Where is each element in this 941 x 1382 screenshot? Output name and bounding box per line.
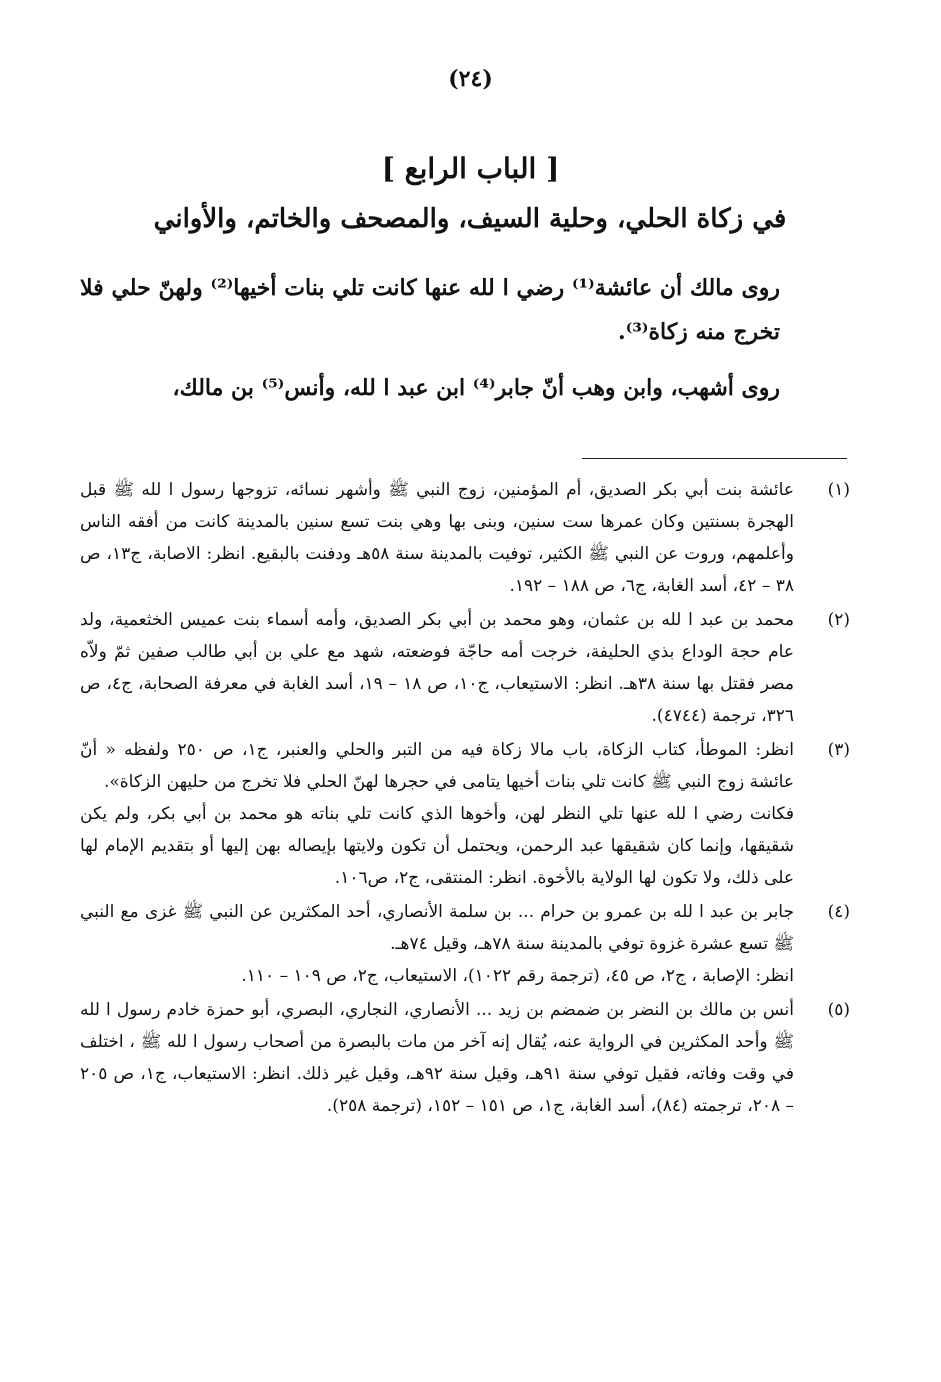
footnote-text: عائشة بنت أبي بكر الصديق، أم المؤمنين، زوج النبي ﷺ وأشهر نسائه، تزوجها رسول ا لله ﷺ قبل الهجرة بسنتين وكان عمرها ست سنين، وبنى بها وهي بنت تسع سنين بالمدينة كانت من أفقه الناس وأعلمهم، وروت عن النبي ﷺ الكثير، توفيت بالمدينة سنة ٥٨هـ ودفنت بالبقيع. انظر: الاصابة، ج١٣، ص ٣٨ – ٤٢، أسد الغابة، ج٦، ص ١٨٨ – ١٩٢. [80, 480, 794, 596]
footnote-5 [80, 994, 850, 1122]
footnote-number: (١) [827, 480, 850, 500]
footnote-number: (٥) [827, 1000, 850, 1020]
footnote-text: انظر: الموطأ، كتاب الزكاة، باب مالا زكاة فيه من التبر والحلي والعنبر، ج١، ص ٢٥٠ ولفظه « أنّ عائشة زوج النبي ﷺ كانت تلي بنات أخيها يتامى في حجرها لهنّ الحلي فلا تخرج من حليهن الزكاة». [80, 740, 794, 792]
chapter-subtitle: في زكاة الحلي، وحلية السيف، والمصحف والخاتم، والأواني [153, 204, 787, 234]
page-number: (٢٤) [448, 66, 493, 92]
footnote-text: أنس بن مالك بن النضر بن ضمضم بن زيد ... الأنصاري، النجاري، البصري، أبو حمزة خادم رسول ا لله ﷺ وأحد المكثرين في الرواية عنه، يُقال إنه آخر من مات بالبصرة من أصحاب رسول ا لله ﷺ ، اختلف في وقت وفاته، فقيل توفي سنة ٩١هـ، وقيل سنة ٩٢هـ، وقيل غير ذلك. انظر: الاستيعاب، ج١، ص ٢٠٥ – ٢٠٨، ترجمته (٨٤)، أسد الغابة، ج١، ص ١٥١ – ١٥٢، (ترجمة ٢٥٨). [80, 1000, 795, 1116]
footnote-number: (٢) [827, 610, 850, 630]
footnote-2 [80, 604, 850, 732]
footnote-continuation: انظر: الإصابة ، ج٢، ص ٤٥، (ترجمة رقم ١٠٢٢)، الاستيعاب، ج٢، ص ١٠٩ – ١١٠. [241, 966, 794, 986]
footnote-text: محمد بن عبد ا لله بن عثمان، وهو محمد بن أبي بكر الصديق، وأمه أسماء بنت عميس الخثعمية، ولد عام حجة الوداع بذي الحليفة، خرجت أمه حاجّة فوضعته، شهد مع علي بن أبي طالب صفين ثمّ ولاّه مصر فقتل بها سنة ٣٨هـ. انظر: الاستيعاب، ج١٠، ص ١٨ – ١٩، أسد الغابة في معرفة الصحابة، ج٤، ص ٣٢٦، ترجمة (٤٧٤٤). [80, 610, 794, 726]
footnote-number: (٤) [827, 902, 850, 922]
footnote-separator [582, 458, 847, 459]
body-paragraph-2: روى أشهب، وابن وهب أنّ جابر⁽⁴⁾ ابن عبد ا لله، وأنس⁽⁵⁾ بن مالك، [172, 375, 780, 401]
footnote-4 [80, 896, 850, 992]
footnote-text: جابر بن عبد ا لله بن عمرو بن حرام ... بن سلمة الأنصاري، أحد المكثرين عن النبي ﷺ غزى مع النبي ﷺ تسع عشرة غزوة توفي بالمدينة سنة ٧٨هـ، وقيل ٧٤هـ. [80, 902, 794, 954]
footnotes [80, 474, 850, 1124]
body-paragraph-1: روى مالك أن عائشة⁽¹⁾ رضي ا لله عنها كانت تلي بنات أخيها⁽²⁾ ولهنّ حلي فلا تخرج منه زكاة⁽³⁾. [80, 275, 780, 345]
chapter-title: [ الباب الرابع ] [381, 152, 560, 185]
footnote-1 [80, 474, 850, 602]
footnote-3 [80, 734, 850, 894]
footnote-continuation: فكانت رضي ا لله عنها تلي النظر لهن، وأخوها الذي كانت تلي بناته هو محمد بن أبي بكر، ولم يكن شقيقها، وإنما كان شقيقها عبد الرحمن، ويحتمل أن تكون ولايتها بإيصاله بهن إليها أو بتقديم الإمام لها على ذلك، ولا تكون لها الولاية بالأخوة. انظر: المنتقى، ج٢، ص١٠٦. [80, 804, 794, 888]
footnote-number: (٣) [827, 740, 850, 760]
